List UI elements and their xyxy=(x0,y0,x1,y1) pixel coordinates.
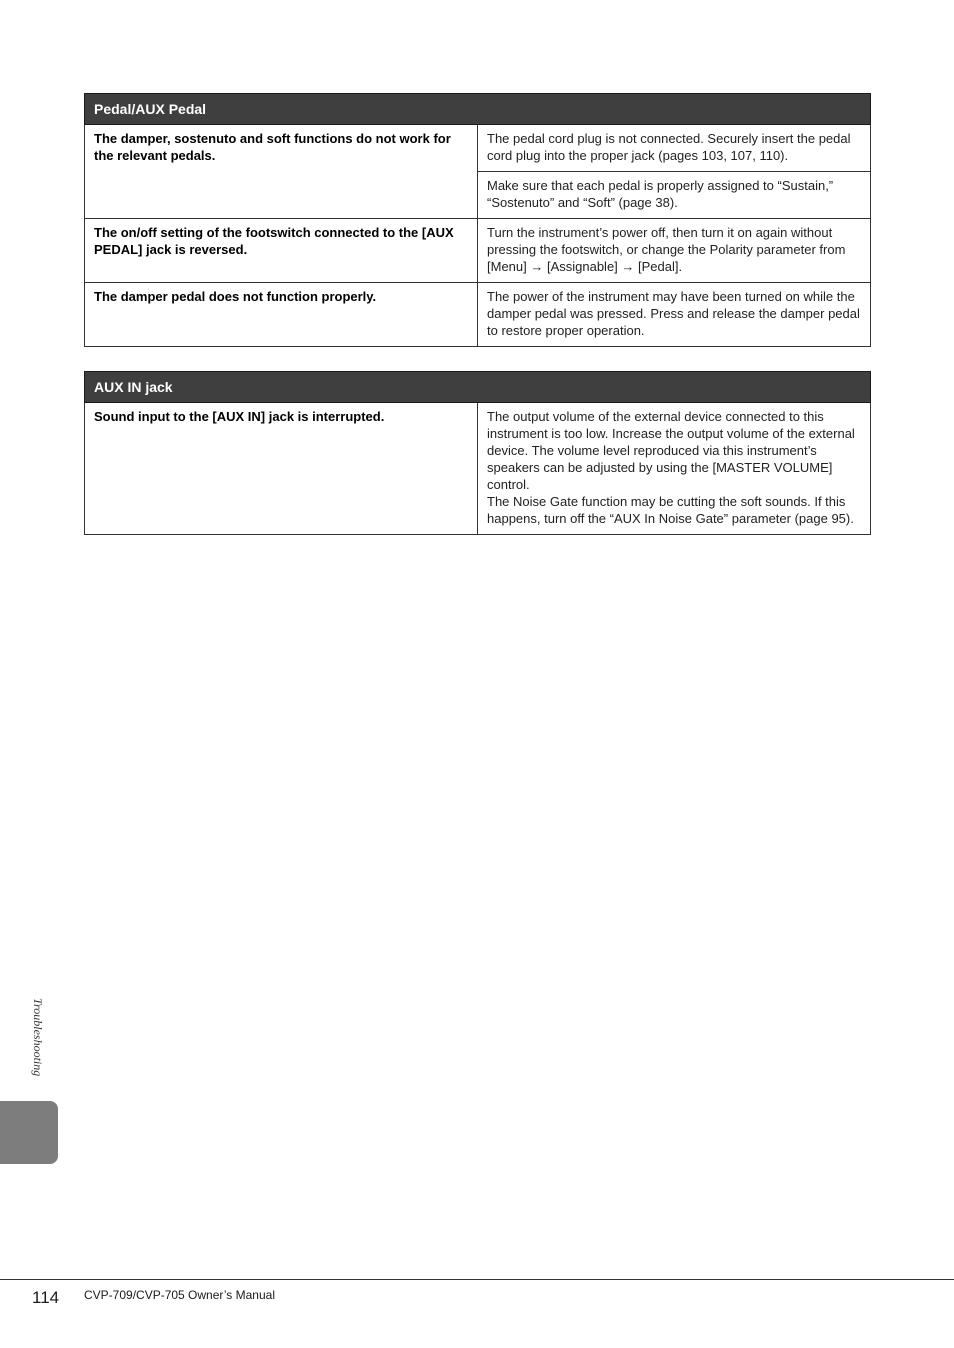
section-header: AUX IN jack xyxy=(85,372,871,403)
problem-cell: The on/off setting of the footswitch connected to the [AUX PEDAL] jack is reversed. xyxy=(85,219,478,283)
page-number: 114 xyxy=(32,1288,60,1307)
solution-cell xyxy=(478,403,871,535)
solution-cell: The power of the instrument may have been turned on while the damper pedal was pressed. Press and release the damper pedal to restore proper operation. xyxy=(478,283,871,347)
section-header: Pedal/AUX Pedal xyxy=(85,94,871,125)
solution-paragraph: The Noise Gate function may be cutting the soft sounds. If this happens, turn off the “AUX In Noise Gate” parameter (page 95). xyxy=(487,494,854,526)
manual-title: CVP-709/CVP-705 Owner’s Manual xyxy=(84,1288,275,1302)
table-row xyxy=(85,219,871,283)
aux-in-table xyxy=(84,371,871,535)
solution-paragraph: The output volume of the external device connected to this instrument is too low. Increase the output volume of the external device. The volume level reproduced via this instrument’s speakers can be adjusted by using the [MASTER VOLUME] control. xyxy=(487,409,855,492)
problem-cell: The damper pedal does not function properly. xyxy=(85,283,478,347)
problem-cell: The damper, sostenuto and soft functions do not work for the relevant pedals. xyxy=(85,125,478,219)
solution-cell: Turn the instrument’s power off, then turn it on again without pressing the footswitch, or change the Polarity parameter from [Menu] → [Assignable] → [Pedal]. xyxy=(478,219,871,283)
problem-cell: Sound input to the [AUX IN] jack is interrupted. xyxy=(85,403,478,535)
table-row xyxy=(85,283,871,347)
table-row xyxy=(85,403,871,535)
table-row xyxy=(85,125,871,172)
solution-cell: The pedal cord plug is not connected. Securely insert the pedal cord plug into the proper jack (pages 103, 107, 110). xyxy=(478,125,871,172)
section-side-label: Troubleshooting xyxy=(31,998,45,1077)
pedal-aux-table xyxy=(84,93,871,347)
solution-cell: Make sure that each pedal is properly assigned to “Sustain,” “Sostenuto” and “Soft” (page 38). xyxy=(478,172,871,219)
footer-divider xyxy=(0,1279,954,1280)
chapter-tab xyxy=(0,1101,58,1164)
